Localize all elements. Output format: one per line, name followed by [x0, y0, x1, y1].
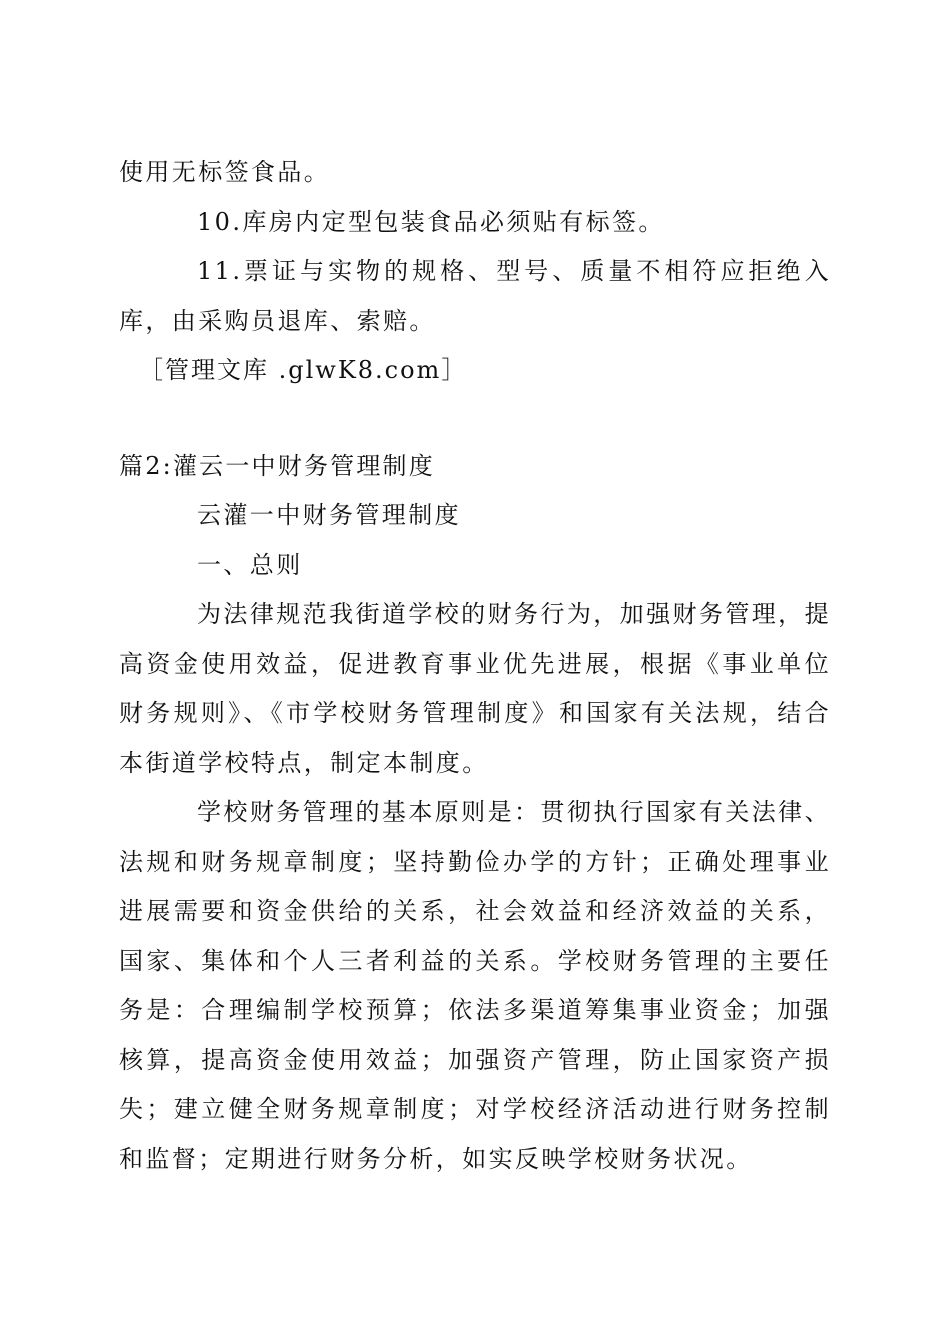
body-paragraph-2: 学校财务管理的基本原则是：贯彻执行国家有关法律、法规和财务规章制度；坚持勤俭办学的方针；正确处理事业进展需要和资金供给的关系，社会效益和经济效益的关系，国家、集体和个人三者利益的关系。学校财务管理的主要任务是：合理编制学校预算；依法多渠道筹集事业资金；加强核算，提高资金使用效益；加强资产管理，防止国家资产损失；建立健全财务规章制度；对学校经济活动进行财务控制和监督；定期进行财务分析，如实反映学校财务状况。: [119, 798, 831, 1173]
section-title: 篇2:灌云一中财务管理制度: [119, 451, 435, 480]
continuation-text: 使用无标签食品。: [119, 158, 331, 186]
chapter-heading: 一、总则: [197, 550, 303, 579]
body-paragraph-1: 为法律规范我街道学校的财务行为，加强财务管理，提高资金使用效益，促进教育事业优先进展，根据《事业单位财务规则》、《市学校财务管理制度》和国家有关法规，结合本街道学校特点，制定本制度。: [119, 600, 831, 777]
document-title: 云灌一中财务管理制度: [197, 501, 461, 529]
document-body: [119, 148, 831, 1184]
list-item-10: 10.库房内定型包装食品必须贴有标签。: [197, 207, 665, 236]
source-note: ［管理文库 .glwK8.com］: [139, 356, 468, 384]
list-item-11: 11.票证与实物的规格、型号、质量不相符应拒绝入库，由采购员退库、索赔。: [119, 257, 831, 335]
